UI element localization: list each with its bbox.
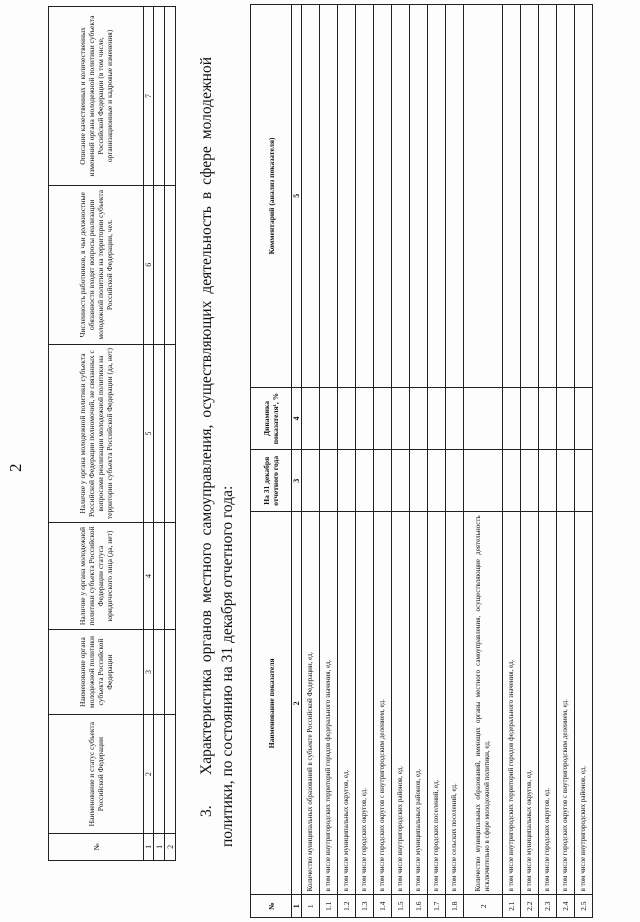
table-row	[154, 7, 165, 861]
row-number: 1.4	[374, 895, 392, 918]
comment-cell[interactable]	[575, 5, 593, 388]
municipal-indicators-table	[250, 4, 593, 918]
table-cell[interactable]	[154, 185, 165, 344]
table-cell[interactable]	[154, 629, 165, 715]
table-row	[557, 5, 575, 918]
indicators-header-row	[251, 5, 292, 918]
indicator-name: в том числе городских округов с внутригородским делением, ед.	[557, 512, 575, 895]
agency-table-colnum-row	[144, 7, 154, 861]
row-number: 2	[464, 895, 503, 918]
table-row	[539, 5, 557, 918]
dynamics-value-cell[interactable]	[374, 387, 392, 449]
table-row	[392, 5, 410, 918]
agency-table	[48, 6, 176, 861]
indicator-name: в том числе муниципальных округов, ед.	[521, 512, 539, 895]
agency-table-header-cell: Численность работников, в чьи должностные обязанности входят вопросы реализации молодежной политики на территории субъекта Российской Федерации, чел.	[49, 185, 144, 344]
agency-table-colnum-cell: 2	[144, 715, 154, 833]
dynamics-value-cell[interactable]	[521, 387, 539, 449]
table-row	[320, 5, 338, 918]
comment-cell[interactable]	[302, 5, 320, 388]
row-number: 2.5	[575, 895, 593, 918]
table-row	[338, 5, 356, 918]
indicator-name: в том числе муниципальных районов, ед.	[410, 512, 428, 895]
comment-cell[interactable]	[338, 5, 356, 388]
row-number: 2.3	[539, 895, 557, 918]
table-cell[interactable]	[165, 344, 176, 523]
indicator-name: в том числе городских поселений, ед.	[428, 512, 446, 895]
row-number: 1.1	[320, 895, 338, 918]
comment-cell[interactable]	[539, 5, 557, 388]
dec31-value-cell[interactable]	[356, 450, 374, 512]
table-cell[interactable]	[154, 523, 165, 629]
table-cell[interactable]	[154, 344, 165, 523]
comment-cell[interactable]	[446, 5, 464, 388]
table-row	[575, 5, 593, 918]
table-row	[302, 5, 320, 918]
dec31-value-cell[interactable]	[410, 450, 428, 512]
indicators-header-cell: На 31 декабря отчетного года	[251, 450, 292, 512]
section-number: 3.	[198, 805, 215, 817]
row-number: 1	[154, 833, 165, 860]
dec31-value-cell[interactable]	[464, 450, 503, 512]
table-cell[interactable]	[165, 185, 176, 344]
agency-table-header-cell: Наименование и статус субъекта Российской Федерации	[49, 715, 144, 833]
table-row	[165, 7, 176, 861]
dynamics-value-cell[interactable]	[338, 387, 356, 449]
indicator-name: в том числе городских округов, ед.	[539, 512, 557, 895]
indicators-colnum-cell: 2	[292, 512, 302, 895]
indicator-name: в том числе муниципальных округов, ед.	[338, 512, 356, 895]
row-number: 1.7	[428, 895, 446, 918]
table-cell[interactable]	[154, 715, 165, 833]
indicator-name: в том числе внутригородских территорий городов федерального значения, ед.	[320, 512, 338, 895]
indicator-name: в том числе внутригородских районов, ед.	[575, 512, 593, 895]
dynamics-value-cell[interactable]	[464, 387, 503, 449]
comment-cell[interactable]	[356, 5, 374, 388]
row-number: 2.4	[557, 895, 575, 918]
table-row	[356, 5, 374, 918]
indicators-colnum-cell: 3	[292, 450, 302, 512]
indicator-name: в том числе внутригородских территорий городов федерального значения, ед.	[503, 512, 521, 895]
agency-table-header-row	[49, 7, 144, 861]
dynamics-value-cell[interactable]	[392, 387, 410, 449]
agency-table-colnum-cell: 3	[144, 629, 154, 715]
table-row	[374, 5, 392, 918]
indicator-name: в том числе внутригородских районов, ед.	[392, 512, 410, 895]
agency-table-header-cell: Наименование органа молодежной политики субъекта Российской Федерации	[49, 629, 144, 715]
dynamics-value-cell[interactable]	[575, 387, 593, 449]
dec31-value-cell[interactable]	[446, 450, 464, 512]
indicator-name: в том числе городских округов, ед.	[356, 512, 374, 895]
indicators-header-cell: №	[251, 895, 292, 918]
comment-cell[interactable]	[374, 5, 392, 388]
agency-table-header-cell: Наличие у органа молодежной политики субъекта Российской Федерации статуса юридического лица (да, нет)	[49, 523, 144, 629]
table-cell[interactable]	[165, 7, 176, 186]
dec31-value-cell[interactable]	[392, 450, 410, 512]
row-number: 1.3	[356, 895, 374, 918]
agency-table-colnum-cell: 1	[144, 833, 154, 860]
dynamics-value-cell[interactable]	[302, 387, 320, 449]
dynamics-value-cell[interactable]	[356, 387, 374, 449]
dec31-value-cell[interactable]	[374, 450, 392, 512]
table-row	[428, 5, 446, 918]
table-cell[interactable]	[165, 523, 176, 629]
row-number: 1.6	[410, 895, 428, 918]
agency-table-header-cell: №	[49, 833, 144, 860]
table-row	[464, 5, 503, 918]
dynamics-value-cell[interactable]	[446, 387, 464, 449]
indicator-name: Количество муниципальных образований, имеющих органы местного самоуправления, осуществляющие деятельность исключительно в сфере молодежной политики, ед.	[464, 512, 503, 895]
dynamics-value-cell[interactable]	[503, 387, 521, 449]
agency-table-colnum-cell: 5	[144, 344, 154, 523]
dec31-value-cell[interactable]	[575, 450, 593, 512]
dynamics-value-cell[interactable]	[539, 387, 557, 449]
row-number: 1.2	[338, 895, 356, 918]
dec31-value-cell[interactable]	[320, 450, 338, 512]
dec31-value-cell[interactable]	[338, 450, 356, 512]
page-number: 2	[6, 463, 25, 472]
indicators-colnum-cell: 1	[292, 895, 302, 918]
dynamics-value-cell[interactable]	[557, 387, 575, 449]
comment-cell[interactable]	[410, 5, 428, 388]
dec31-value-cell[interactable]	[557, 450, 575, 512]
agency-table-colnum-cell: 7	[144, 7, 154, 186]
agency-table-header-cell: Описание качественных и количественных изменений органа молодежной политики субъекта Российской Федерации (в том числе, организационные и кадровые изменения)	[49, 7, 144, 186]
table-cell[interactable]	[165, 715, 176, 833]
comment-cell[interactable]	[428, 5, 446, 388]
comment-cell[interactable]	[320, 5, 338, 388]
row-number: 1.8	[446, 895, 464, 918]
dec31-value-cell[interactable]	[521, 450, 539, 512]
row-number: 2	[165, 833, 176, 860]
table-row	[410, 5, 428, 918]
table-cell[interactable]	[154, 7, 165, 186]
dec31-value-cell[interactable]	[503, 450, 521, 512]
section-heading	[196, 57, 238, 847]
agency-table-colnum-cell: 4	[144, 523, 154, 629]
table-row	[521, 5, 539, 918]
agency-table-header-cell: Наличие у органа молодежной политики субъекта Российской Федерации полномочий, не связанных с вопросами реализации молодежной политики на территории субъекта Российской Федерации (да, нет)	[49, 344, 144, 523]
indicators-header-cell: Динамика показателя¹, %	[251, 387, 292, 449]
comment-cell[interactable]	[521, 5, 539, 388]
dynamics-value-cell[interactable]	[428, 387, 446, 449]
table-row	[446, 5, 464, 918]
indicators-header-cell: Комментарий (анализ показателя)	[251, 5, 292, 388]
table-cell[interactable]	[165, 629, 176, 715]
indicators-header-cell: Наименование показателя	[251, 512, 292, 895]
row-number: 2.2	[521, 895, 539, 918]
indicators-colnum-row	[292, 5, 302, 918]
comment-cell[interactable]	[557, 5, 575, 388]
dec31-value-cell[interactable]	[428, 450, 446, 512]
indicators-colnum-cell: 5	[292, 5, 302, 388]
row-number: 1	[302, 895, 320, 918]
section-title: Характеристика органов местного самоуправления, осуществляющих деятельность в сфере молодежной политики, по состоянию на 31 декабря отчетного года:	[198, 57, 236, 847]
row-number: 2.1	[503, 895, 521, 918]
dynamics-value-cell[interactable]	[410, 387, 428, 449]
dynamics-value-cell[interactable]	[320, 387, 338, 449]
dec31-value-cell[interactable]	[302, 450, 320, 512]
comment-cell[interactable]	[503, 5, 521, 388]
indicator-name: Количество муниципальных образований в субъекте Российской Федерации, ед.	[302, 512, 320, 895]
indicator-name: в том числе городских округов с внутригородским делением, ед.	[374, 512, 392, 895]
agency-table-colnum-cell: 6	[144, 185, 154, 344]
dec31-value-cell[interactable]	[539, 450, 557, 512]
comment-cell[interactable]	[464, 5, 503, 388]
row-number: 1.5	[392, 895, 410, 918]
table-row	[503, 5, 521, 918]
indicators-colnum-cell: 4	[292, 387, 302, 449]
indicator-name: в том числе сельских поселений, ед.	[446, 512, 464, 895]
comment-cell[interactable]	[392, 5, 410, 388]
